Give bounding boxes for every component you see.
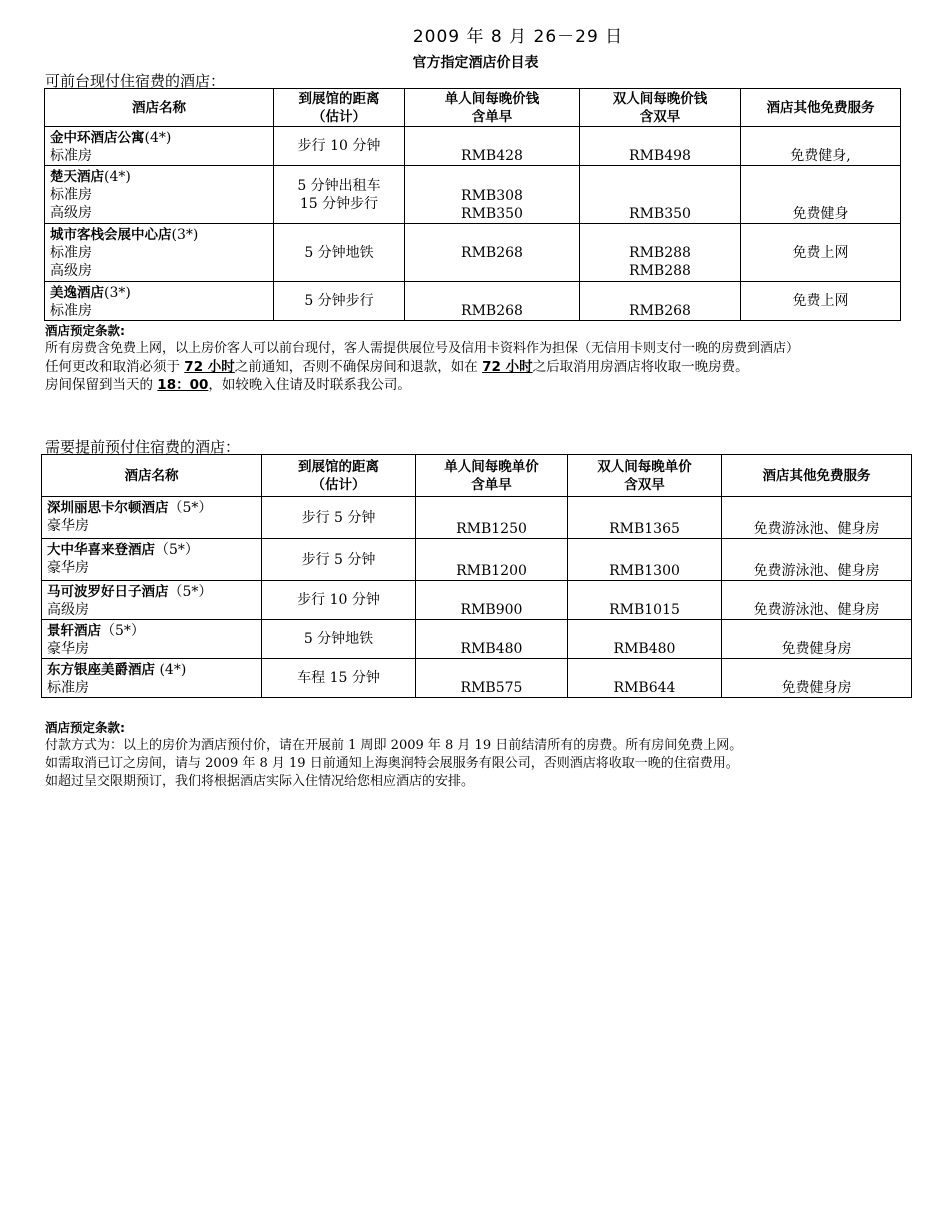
double-price-cell: RMB480 <box>568 620 722 659</box>
service-cell: 免费游泳池、健身房 <box>722 581 912 620</box>
hotel-name-cell: 景轩酒店（5*） 豪华房 <box>42 620 262 659</box>
table-header-row <box>45 89 901 127</box>
hotel-name-cell: 美逸酒店(3*) 标准房 <box>45 282 274 321</box>
col-header-name: 酒店名称 <box>45 89 274 127</box>
single-price-cell: RMB900 <box>416 581 568 620</box>
section1-terms <box>45 322 915 394</box>
section2-label: 需要提前预付住宿费的酒店： <box>45 438 241 456</box>
service-cell: 免费健身房 <box>722 620 912 659</box>
terms-heading: 酒店预定条款: <box>45 720 125 735</box>
col-header-double: 双人间每晚单价 含双早 <box>568 455 722 497</box>
double-price-cell: RMB644 <box>568 659 722 698</box>
terms-line: 任何更改和取消必须于 72 小时之前通知，否则不确保房间和退款，如在 72 小时之后取消用房酒店将收取一晚房费。 <box>45 359 749 375</box>
distance-cell: 5 分钟步行 <box>274 282 405 321</box>
hotel-name-cell: 城市客栈会展中心店(3*) 标准房 高级房 <box>45 224 274 282</box>
hotel-name-cell: 深圳丽思卡尔顿酒店（5*） 豪华房 <box>42 497 262 539</box>
col-header-single: 单人间每晚单价 含单早 <box>416 455 568 497</box>
col-header-single: 单人间每晚价钱 含单早 <box>405 89 580 127</box>
hotel-name-cell: 马可波罗好日子酒店（5*） 高级房 <box>42 581 262 620</box>
hotel-name-cell: 大中华喜来登酒店（5*） 豪华房 <box>42 539 262 581</box>
hotel-name-cell: 东方银座美爵酒店 (4*) 标准房 <box>42 659 262 698</box>
double-price-cell: RMB1015 <box>568 581 722 620</box>
terms-line: 所有房费含免费上网，以上房价客人可以前台现付，客人需提供展位号及信用卡资料作为担保（无信用卡则支付一晚的房费到酒店） <box>45 341 800 356</box>
single-price-cell: RMB480 <box>416 620 568 659</box>
terms-heading: 酒店预定条款: <box>45 323 125 338</box>
double-price-cell: RMB1300 <box>568 539 722 581</box>
service-cell: 免费健身, <box>741 127 901 166</box>
col-header-name: 酒店名称 <box>42 455 262 497</box>
prepay-table <box>41 454 912 698</box>
double-price-cell: RMB1365 <box>568 497 722 539</box>
single-price-cell: RMB268 <box>405 282 580 321</box>
table-row <box>45 166 901 224</box>
single-price-cell: RMB1250 <box>416 497 568 539</box>
service-cell: 免费上网 <box>741 224 901 282</box>
distance-cell: 步行 10 分钟 <box>262 581 416 620</box>
table-row <box>42 659 912 698</box>
distance-cell: 步行 5 分钟 <box>262 497 416 539</box>
distance-cell: 5 分钟地铁 <box>262 620 416 659</box>
hotel-name-cell: 楚天酒店(4*) 标准房 高级房 <box>45 166 274 224</box>
hotel-name-cell: 金中环酒店公寓(4*) 标准房 <box>45 127 274 166</box>
distance-cell: 5 分钟出租车 15 分钟步行 <box>274 166 405 224</box>
table-row <box>45 282 901 321</box>
section2-terms <box>45 719 915 791</box>
distance-cell: 步行 5 分钟 <box>262 539 416 581</box>
single-price-cell: RMB1200 <box>416 539 568 581</box>
table-row <box>42 581 912 620</box>
col-header-services: 酒店其他免费服务 <box>722 455 912 497</box>
col-header-distance: 到展馆的距离 （估计） <box>262 455 416 497</box>
page-title: 官方指定酒店价目表 <box>412 55 539 71</box>
distance-cell: 车程 15 分钟 <box>262 659 416 698</box>
terms-line: 房间保留到当天的 18：00，如较晚入住请及时联系我公司。 <box>45 377 411 393</box>
table-row <box>42 620 912 659</box>
terms-line: 付款方式为：以上的房价为酒店预付价，请在开展前 1 周即 2009 年 8 月 19 日前结清所有的房费。所有房间免费上网。 <box>45 738 743 753</box>
table-row <box>45 127 901 166</box>
table-header-row <box>42 455 912 497</box>
terms-line: 如需取消已订之房间，请与 2009 年 8 月 19 日前通知上海奥润特会展服务有限公司，否则酒店将收取一晚的住宿费用。 <box>45 756 739 771</box>
double-price-cell: RMB350 <box>580 166 741 224</box>
section1-label: 可前台现付住宿费的酒店： <box>45 72 226 90</box>
col-header-services: 酒店其他免费服务 <box>741 89 901 127</box>
col-header-distance: 到展馆的距离 （估计） <box>274 89 405 127</box>
col-header-double: 双人间每晚价钱 含双早 <box>580 89 741 127</box>
pay-at-desk-table <box>44 88 901 321</box>
distance-cell: 步行 10 分钟 <box>274 127 405 166</box>
single-price-cell: RMB428 <box>405 127 580 166</box>
single-price-cell: RMB575 <box>416 659 568 698</box>
table-row <box>45 224 901 282</box>
terms-line: 如超过呈交限期预订，我们将根据酒店实际入住情况给您相应酒店的安排。 <box>45 774 475 789</box>
single-price-cell: RMB268 <box>405 224 580 282</box>
date-range: 2009 年 8 月 26－29 日 <box>412 27 624 47</box>
single-price-cell: RMB308 RMB350 <box>405 166 580 224</box>
double-price-cell: RMB268 <box>580 282 741 321</box>
service-cell: 免费游泳池、健身房 <box>722 497 912 539</box>
double-price-cell: RMB498 <box>580 127 741 166</box>
service-cell: 免费健身 <box>741 166 901 224</box>
service-cell: 免费游泳池、健身房 <box>722 539 912 581</box>
double-price-cell: RMB288 RMB288 <box>580 224 741 282</box>
table-row <box>42 539 912 581</box>
table-row <box>42 497 912 539</box>
distance-cell: 5 分钟地铁 <box>274 224 405 282</box>
service-cell: 免费上网 <box>741 282 901 321</box>
service-cell: 免费健身房 <box>722 659 912 698</box>
